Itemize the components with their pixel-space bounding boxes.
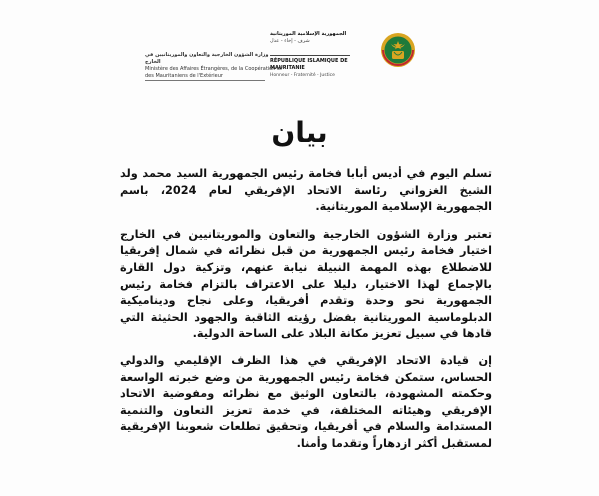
- republic-divider: [270, 55, 350, 56]
- ministry-name-fr-line1: Ministère des Affaires Étrangères, de la Coopération et: [145, 66, 283, 72]
- motto-ar: شرف - إخاء - عدل: [270, 38, 310, 44]
- ministry-name-ar: وزارة الشؤون الخارجية والتعاون والموريتانيين في الخارج: [145, 52, 269, 65]
- national-seal-icon: [380, 32, 416, 68]
- paragraph-1: تسلم اليوم في أديس أبابا فخامة رئيس الجمهورية السيد محمد ولد الشيخ الغزواني رئاسة الاتحاد الإفريقي لعام 2024، باسم الجمهورية الإسلامية الموريتانية.: [120, 167, 492, 214]
- document-title: بيان: [271, 116, 328, 149]
- republic-block: [270, 28, 380, 88]
- document-body: [120, 166, 492, 463]
- ministry-name-fr-line2: des Mauritaniens de l'Extérieur: [145, 73, 223, 79]
- paragraph-3: إن قيادة الاتحاد الإفريقي في هذا الظرف الإقليمي والدولي الحساس، ستمكن فخامة رئيس الجمهورية من وضع خبرته الواسعة وحكمته المشهودة، بالتعاون الوثيق مع نظرائه ومفوضية الاتحاد الإفريقي وهيئاته المختلفة، في خدمة تعزيز التعاون والتنمية المستدامة والسلام في أفريقيا، وتحقيق تطلعات شعوبنا الإفريقية لمستقبل أكثر ازدهاراً وتقدما وأمنا.: [120, 353, 492, 450]
- ministry-divider: [145, 80, 265, 81]
- letterhead: [0, 28, 599, 88]
- republic-name-ar: الجمهورية الإسلامية الموريتانية: [270, 31, 347, 37]
- paragraph-2: تعتبر وزارة الشؤون الخارجية والتعاون والموريتانيين في الخارج اختيار فخامة رئيس الجمهورية من قبل نظرائه في شمال إفريقيا للاضطلاع بهذه المهمة النبيلة نيابة عنهم، وتزكية دول القارة بالإجماع لهذا الاختيار، دليلا على الاعتراف بالتزام فخامة رئيس الجمهورية نحو وحدة وتقدم أفريقيا، وعلى نجاح وديناميكية الدبلوماسية الموريتانية بفضل رؤيته الثاقبة والجهود الحثيثة التي قادها في سبيل تعزيز مكانة البلاد على الساحة الدولية.: [120, 227, 492, 341]
- motto-fr: Honneur - Fraternité - Justice: [270, 73, 335, 78]
- republic-name-fr: RÉPUBLIQUE ISLAMIQUE DE MAURITANIE: [270, 58, 348, 71]
- ministry-block: [145, 52, 285, 80]
